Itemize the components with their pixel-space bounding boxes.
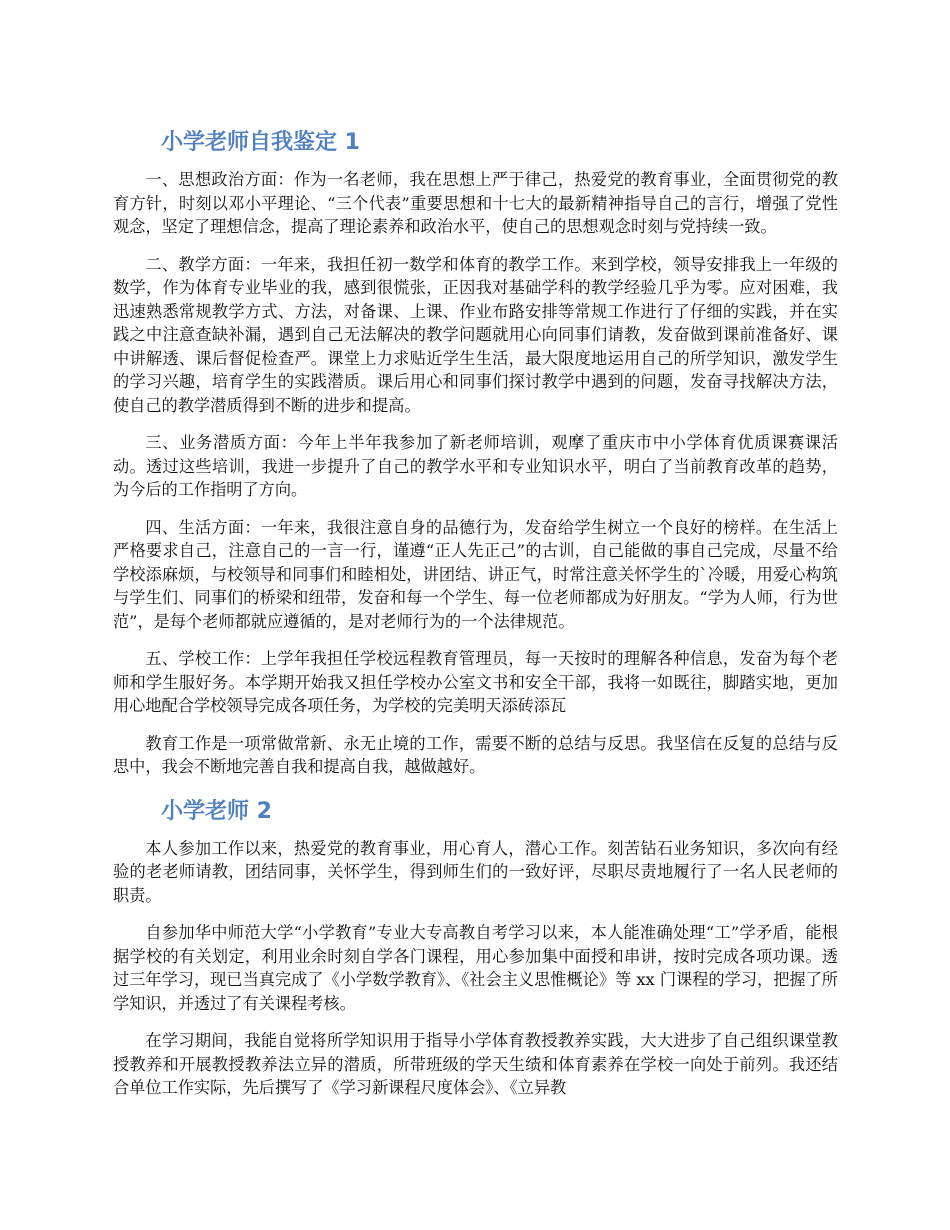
section-2-paragraph-3: 在学习期间，我能自觉将所学知识用于指导小学体育教授教养实践，大大进步了自己组织课堂教授教养和开展教授教养法立异的潜质，所带班级的学天生绩和体育素养在学校一向处于前列。我还结合单位工作实际，先后撰写了《学习新课程尺度体会》、《立异教	[113, 1031, 838, 1097]
section-1-paragraph-4: 四、生活方面：一年来，我很注意自身的品德行为，发奋给学生树立一个良好的榜样。在生活上严格要求自己，注意自己的一言一行，谨遵“正人先正己”的古训，自己能做的事自己完成，尽量不给学校添麻烦，与校领导和同事们和睦相处，讲团结、讲正气，时常注意关怀学生的`冷暖，用爱心构筑与学生们、同事们的桥梁和纽带，发奋和每一个学生、每一位老师都成为好朋友。“学为人师，行为世范”，是每个老师都就应遵循的，是对老师行为的一个法律规范。	[113, 517, 838, 631]
document-body	[113, 124, 838, 1114]
section-1-paragraph-1: 一、思想政治方面：作为一名老师，我在思想上严于律己，热爱党的教育事业，全面贯彻党的教育方针，时刻以邓小平理论、“三个代表”重要思想和十七大的最新精神指导自己的言行，增强了党性观念，坚定了理想信念，提高了理论素养和政治水平，使自己的思想观念时刻与党持续一致。	[113, 170, 838, 236]
section-1-paragraph-5: 五、学校工作：上学年我担任学校远程教育管理员，每一天按时的理解各种信息，发奋为每个老师和学生服好务。本学期开始我又担任学校办公室文书和安全干部，我将一如既往，脚踏实地，更加用心地配合学校领导完成各项任务，为学校的完美明天添砖添瓦	[113, 649, 838, 715]
section-1-title: 小学老师自我鉴定 1	[161, 130, 360, 155]
section-1-paragraph-3: 三、业务潜质方面：今年上半年我参加了新老师培训，观摩了重庆市中小学体育优质课赛课活动。透过这些培训，我进一步提升了自己的教学水平和专业知识水平，明白了当前教育改革的趋势，为今后的工作指明了方向。	[113, 433, 838, 499]
section-1-paragraph-2: 二、教学方面：一年来，我担任初一数学和体育的教学工作。来到学校，领导安排我上一年级的数学，作为体育专业毕业的我，感到很慌张，正因我对基础学科的教学经验几乎为零。应对困难，我迅速熟悉常规教学方式、方法，对备课、上课、作业布路安排等常规工作进行了仔细的实践，并在实践之中注意查缺补漏，遇到自己无法解决的教学问题就用心向同事们请教，发奋做到课前准备好、课中讲解透、课后督促检查严。课堂上力求贴近学生生活，最大限度地运用自己的所学知识，激发学生的学习兴趣，培育学生的实践潜质。课后用心和同事们探讨教学中遇到的问题，发奋寻找解决方法，使自己的教学潜质得到不断的进步和提高。	[113, 254, 838, 415]
section-1-paragraph-6: 教育工作是一项常做常新、永无止境的工作，需要不断的总结与反思。我坚信在反复的总结与反思中，我会不断地完善自我和提高自我，越做越好。	[113, 733, 838, 776]
section-2-paragraph-1: 本人参加工作以来，热爱党的教育事业，用心育人，潜心工作。刻苦钻石业务知识，多次向有经验的老老师请教，团结同事，关怀学生，得到师生们的一致好评，尽职尽责地履行了一名人民老师的职责。	[113, 838, 838, 905]
section-2-paragraph-2: 自参加华中师范大学“小学教育”专业大专高教自考学习以来，本人能准确处理“工”学矛盾，能根据学校的有关划定，利用业余时刻自学各门课程，用心参加集中面授和串讲，按时完成各项功课。透过三年学习，现已当真完成了《小学数学教育》、《社会主义思惟概论》等 xx 门课程的学习，把握了所学知识，并透过了有关课程考核。	[113, 923, 838, 1013]
section-2-title: 小学老师 2	[161, 798, 272, 824]
